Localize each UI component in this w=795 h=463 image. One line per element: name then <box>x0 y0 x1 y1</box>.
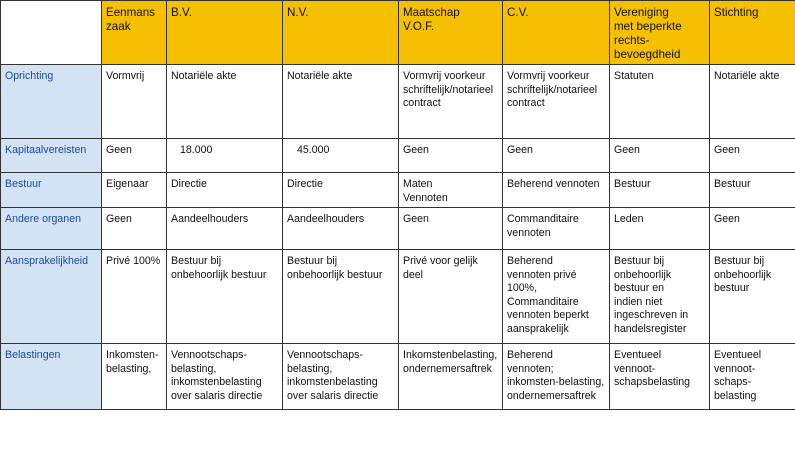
cell: Maten Vennoten <box>399 173 503 208</box>
cell: Beherend vennoten <box>503 173 610 208</box>
cell: Aandeelhouders <box>167 208 283 250</box>
row-label-aansprakelijkheid: Aansprakelijkheid <box>1 250 102 344</box>
header-cv: C.V. <box>503 1 610 65</box>
header-corner <box>1 1 102 65</box>
cell: Bestuur <box>710 173 795 208</box>
row-oprichting <box>1 65 795 139</box>
cell: Eventueel vennoot- schaps- belasting <box>710 344 795 410</box>
cell: Vennootschaps- belasting, inkomstenbelasting over salaris directie <box>167 344 283 410</box>
cell: Privé voor gelijk deel <box>399 250 503 344</box>
header-stichting: Stichting <box>710 1 795 65</box>
cell: Statuten <box>610 65 710 139</box>
cell: 18.000 <box>167 139 283 173</box>
cell: Geen <box>102 139 167 173</box>
cell: Geen <box>710 208 795 250</box>
cell: Commanditaire vennoten <box>503 208 610 250</box>
cell: Geen <box>710 139 795 173</box>
cell: Beherend vennoten; inkomsten-belasting, ondernemersaftrek <box>503 344 610 410</box>
cell: Geen <box>399 139 503 173</box>
cell: Geen <box>610 139 710 173</box>
header-nv: N.V. <box>283 1 399 65</box>
cell: Bestuur <box>610 173 710 208</box>
row-aansprakelijkheid <box>1 250 795 344</box>
row-label-oprichting: Oprichting <box>1 65 102 139</box>
cell: Aandeelhouders <box>283 208 399 250</box>
cell: Directie <box>167 173 283 208</box>
row-belastingen <box>1 344 795 410</box>
row-andere-organen <box>1 208 795 250</box>
cell: Notariële akte <box>283 65 399 139</box>
cell: Bestuur bij onbehoorlijk bestuur <box>167 250 283 344</box>
row-label-kapitaalvereisten: Kapitaalvereisten <box>1 139 102 173</box>
cell: Privé 100% <box>102 250 167 344</box>
row-kapitaalvereisten <box>1 139 795 173</box>
row-label-andere-organen: Andere organen <box>1 208 102 250</box>
header-maatschap-vof: Maatschap V.O.F. <box>399 1 503 65</box>
cell: Bestuur bij onbehoorlijk bestuur <box>710 250 795 344</box>
cell: Vormvrij voorkeur schriftelijk/notarieel contract <box>399 65 503 139</box>
cell: Geen <box>102 208 167 250</box>
header-row <box>1 1 795 65</box>
cell: Geen <box>399 208 503 250</box>
header-bv: B.V. <box>167 1 283 65</box>
header-eenmanszaak: Eenmans zaak <box>102 1 167 65</box>
cell: Beherend vennoten privé 100%, Commanditaire vennoten beperkt aansprakelijk <box>503 250 610 344</box>
cell: Notariële akte <box>167 65 283 139</box>
cell: 45.000 <box>283 139 399 173</box>
cell: Bestuur bij onbehoorlijk bestuur <box>283 250 399 344</box>
cell: Inkomsten- belasting, <box>102 344 167 410</box>
row-bestuur <box>1 173 795 208</box>
cell: Directie <box>283 173 399 208</box>
cell: Vormvrij <box>102 65 167 139</box>
cell: Vennootschaps- belasting, inkomstenbelasting over salaris directie <box>283 344 399 410</box>
row-label-belastingen: Belastingen <box>1 344 102 410</box>
cell: Eventueel vennoot- schapsbelasting <box>610 344 710 410</box>
header-vereniging: Vereniging met beperkte rechts- bevoegdheid <box>610 1 710 65</box>
row-label-bestuur: Bestuur <box>1 173 102 208</box>
cell: Eigenaar <box>102 173 167 208</box>
cell: Inkomstenbelasting, ondernemersaftrek <box>399 344 503 410</box>
cell: Bestuur bij onbehoorlijk bestuur en indien niet ingeschreven in handelsregister <box>610 250 710 344</box>
cell: Geen <box>503 139 610 173</box>
cell: Vormvrij voorkeur schriftelijk/notarieel contract <box>503 65 610 139</box>
cell: Leden <box>610 208 710 250</box>
cell: Notariële akte <box>710 65 795 139</box>
